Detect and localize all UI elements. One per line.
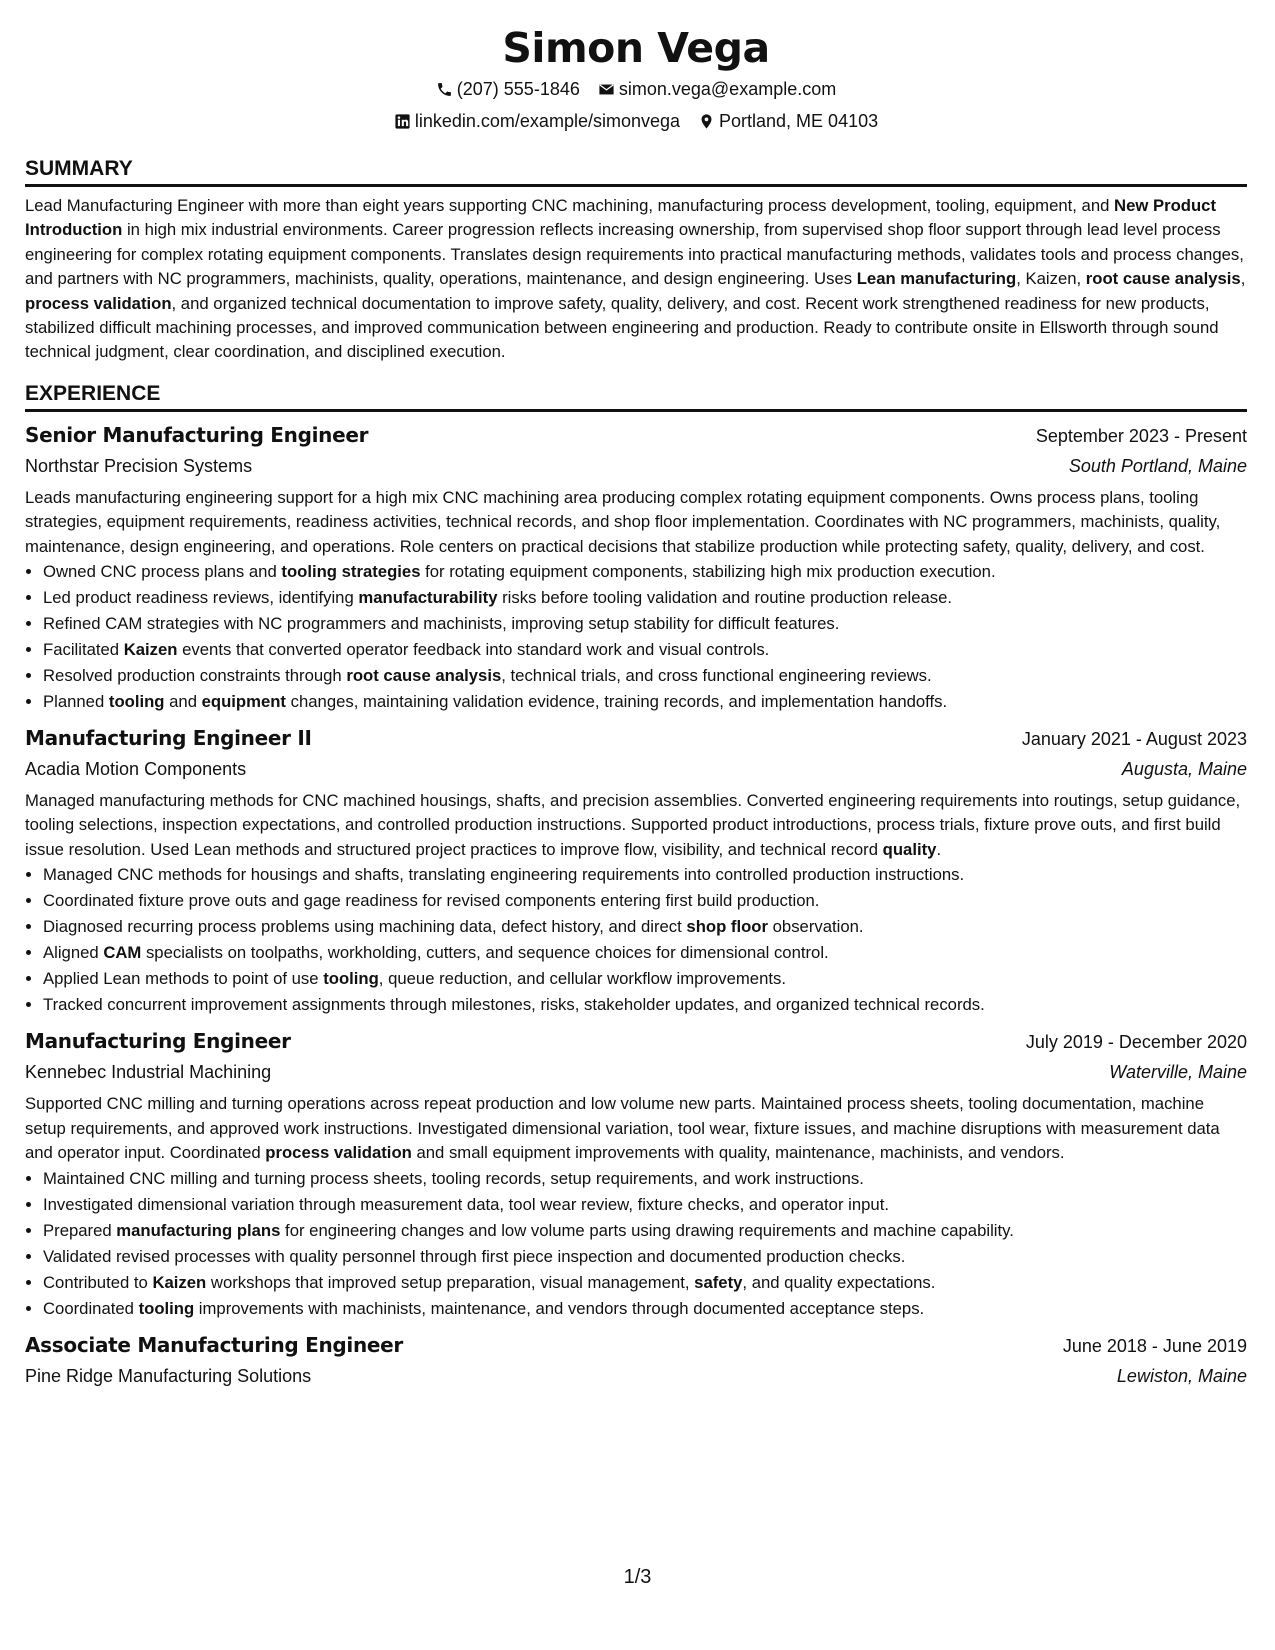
summary-heading: SUMMARY [25, 156, 1247, 187]
text-run: workshops that improved setup preparation, visual management, [206, 1272, 695, 1292]
resume-page [25, 22, 1247, 1391]
list-item [43, 966, 1247, 992]
bold-keyword: process validation [265, 1143, 412, 1163]
envelope-icon [598, 81, 615, 98]
text-run: , Kaizen, [1016, 269, 1086, 289]
bold-keyword: safety [694, 1272, 743, 1292]
job-entry [25, 420, 1247, 715]
company-name: Northstar Precision Systems [25, 455, 253, 476]
list-item [43, 1244, 1247, 1270]
list-item [43, 1270, 1247, 1296]
job-location: South Portland, Maine [1068, 455, 1247, 476]
list-item [43, 1192, 1247, 1218]
phone-contact [436, 76, 580, 102]
job-subheader [25, 451, 1247, 481]
job-dates: January 2021 - August 2023 [1021, 729, 1247, 750]
bold-keyword: root cause analysis [346, 666, 502, 686]
job-entry [25, 723, 1247, 1018]
job-header [25, 723, 1247, 754]
list-item [43, 914, 1247, 940]
text-run: Managed manufacturing methods for CNC machined housings, shafts, and precision assemblies. Converted engineering requirements into routings, setup guidance, tooling selections, inspection expectations, and controlled production instructions. Supported product introductions, process trials, fixture prove outs, and first build issue resolution. Used Lean methods and structured project practices to improve flow, visibility, and technical record [25, 791, 1241, 859]
bold-keyword: tooling strategies [281, 562, 421, 582]
text-run: Validated revised processes with quality personnel through first piece inspection and documented production checks. [43, 1246, 906, 1266]
text-run: changes, maintaining validation evidence, training records, and implementation handoffs. [286, 692, 948, 712]
job-bullets [25, 559, 1247, 715]
linkedin-text[interactable]: linkedin.com/example/simonvega [414, 111, 681, 131]
company-name: Acadia Motion Components [25, 759, 247, 780]
text-run: Managed CNC methods for housings and shafts, translating engineering requirements into controlled production instructions. [43, 865, 965, 885]
text-run: observation. [768, 917, 864, 937]
text-run: Tracked concurrent improvement assignments through milestones, risks, stakeholder updates, and organized technical records. [43, 995, 985, 1015]
experience-section [25, 381, 1247, 1391]
bold-keyword: equipment [201, 692, 286, 712]
company-name: Kennebec Industrial Machining [25, 1062, 272, 1083]
list-item [43, 611, 1247, 637]
list-item [43, 585, 1247, 611]
text-run: specialists on toolpaths, workholding, cutters, and sequence choices for dimensional control. [141, 943, 829, 963]
text-run: Resolved production constraints through [43, 666, 347, 686]
job-location: Augusta, Maine [1121, 759, 1247, 780]
text-run: Coordinated [43, 1298, 139, 1318]
jobs-list [25, 420, 1247, 1391]
text-run: Led product readiness reviews, identifying [43, 588, 359, 608]
list-item [43, 689, 1247, 715]
bold-keyword: Kaizen [123, 640, 178, 660]
text-run: Diagnosed recurring process problems using machining data, defect history, and direct [43, 917, 687, 937]
bold-keyword: root cause analysis [1085, 269, 1241, 289]
page-number: 1/3 [623, 1566, 652, 1588]
text-run: in high mix industrial environments. Career progression reflects increasing ownership, from supervised shop floor support through lead level process engineering for complex rotating equipment components. Translates design requirements into practical manufacturing methods, validates tools and process changes, and partners with NC programmers, machinists, quality, operations, maintenance, and design engineering. Uses [25, 220, 1244, 289]
bold-keyword: manufacturability [358, 588, 498, 608]
text-run: , technical trials, and cross functional engineering reviews. [501, 666, 932, 686]
text-run: , queue reduction, and cellular workflow improvements. [378, 969, 786, 989]
bold-keyword: process validation [25, 293, 172, 313]
job-title: Manufacturing Engineer [25, 1029, 291, 1054]
text-run: , [1240, 269, 1246, 289]
job-location: Waterville, Maine [1109, 1062, 1247, 1083]
job-bullets [25, 1166, 1247, 1322]
text-run: , and organized technical documentation to improve safety, quality, delivery, and cost. Recent work strengthened readiness for new products, stabilized difficult machining processes, and improved communication between engineering and production. Ready to contribute onsite in Ellsworth through sound technical judgment, clear coordination, and disciplined execution. [25, 293, 1219, 362]
job-dates: July 2019 - December 2020 [1025, 1032, 1247, 1053]
text-run: Refined CAM strategies with NC programmers and machinists, improving setup stability for difficult features. [43, 614, 840, 634]
text-run: Applied Lean methods to point of use [43, 969, 324, 989]
bold-keyword: Lean manufacturing [856, 269, 1017, 289]
text-run: . [936, 839, 942, 859]
summary-section [25, 156, 1247, 365]
list-item [43, 940, 1247, 966]
job-location: Lewiston, Maine [1116, 1365, 1247, 1386]
job-subheader [25, 754, 1247, 784]
list-item [43, 1296, 1247, 1322]
candidate-name: Simon Vega [502, 24, 770, 72]
text-run: Supported CNC milling and turning operations across repeat production and low volume new parts. Maintained process sheets, tooling documentation, machine setup requirements, and approved work instructions. Investigated dimensional variation, tool wear, fixture issues, and machine disruptions with measurement data and operator input. Coordinated [25, 1094, 1220, 1163]
phone-text: (207) 555-1846 [456, 79, 580, 99]
text-run: Prepared [43, 1220, 117, 1240]
list-item [43, 663, 1247, 689]
list-item [43, 862, 1247, 888]
text-run: Owned CNC process plans and [43, 562, 282, 582]
job-title: Associate Manufacturing Engineer [25, 1332, 403, 1357]
text-run: Investigated dimensional variation through measurement data, tool wear review, fixture checks, and operator input. [43, 1194, 889, 1214]
email-contact[interactable] [598, 76, 836, 102]
text-run: Facilitated [43, 640, 124, 660]
bold-keyword: CAM [103, 943, 142, 963]
bold-keyword: tooling [108, 692, 165, 712]
job-title: Manufacturing Engineer II [25, 726, 312, 751]
job-description [25, 486, 1247, 559]
linkedin-icon [394, 113, 411, 130]
text-run: Maintained CNC milling and turning process sheets, tooling records, setup requirements, and work instructions. [43, 1168, 864, 1188]
location-text: Portland, ME 04103 [719, 111, 879, 131]
experience-heading: EXPERIENCE [25, 381, 1247, 412]
job-description [25, 1092, 1247, 1165]
job-title: Senior Manufacturing Engineer [25, 422, 369, 447]
text-run: Contributed to [43, 1272, 153, 1292]
text-run: Aligned [43, 943, 104, 963]
bold-keyword: Kaizen [152, 1272, 207, 1292]
bold-keyword: shop floor [686, 917, 768, 937]
text-run: and [164, 692, 202, 712]
text-run: events that converted operator feedback into standard work and visual controls. [177, 640, 770, 660]
bold-keyword: tooling [323, 969, 379, 989]
job-description [25, 789, 1247, 862]
text-run: Lead Manufacturing Engineer with more than eight years supporting CNC machining, manufacturing process development, tooling, equipment, and [25, 196, 1115, 215]
text-run: Leads manufacturing engineering support for a high mix CNC machining area producing complex rotating equipment components. Owns process plans, tooling strategies, equipment requirements, readiness activities, technical records, and shop floor implementation. Coordinates with NC programmers, machinists, quality, maintenance, design engineering, and operations. Role centers on practical decisions that stabilize production while protecting safety, quality, delivery, and cost. [25, 487, 1221, 556]
contact-row-1 [25, 76, 1247, 102]
text-run: and small equipment improvements with quality, maintenance, machinists, and vendors. [411, 1143, 1065, 1163]
contact-row-2 [25, 108, 1247, 134]
phone-icon [436, 81, 453, 98]
list-item [43, 992, 1247, 1018]
email-text[interactable]: simon.vega@example.com [618, 79, 837, 99]
job-subheader [25, 1057, 1247, 1087]
job-dates: June 2018 - June 2019 [1062, 1335, 1247, 1356]
list-item [43, 1218, 1247, 1244]
bold-keyword: New Product Introduction [25, 196, 1217, 240]
job-entry [25, 1330, 1247, 1391]
job-header [25, 1330, 1247, 1361]
list-item [43, 637, 1247, 663]
list-item [43, 1166, 1247, 1192]
job-entry [25, 1026, 1247, 1321]
company-name: Pine Ridge Manufacturing Solutions [25, 1365, 312, 1386]
text-run: improvements with machinists, maintenance, and vendors through documented acceptance steps. [194, 1298, 925, 1318]
text-run: , and quality expectations. [742, 1272, 936, 1292]
text-run: for rotating equipment components, stabilizing high mix production execution. [420, 562, 996, 582]
bold-keyword: quality [882, 839, 937, 859]
bold-keyword: tooling [138, 1298, 195, 1318]
text-run: risks before tooling validation and routine production release. [497, 588, 953, 608]
list-item [43, 888, 1247, 914]
map-pin-icon [698, 113, 715, 130]
location-contact [698, 108, 878, 134]
text-run: Coordinated fixture prove outs and gage readiness for revised components entering first build production. [43, 891, 820, 911]
list-item [43, 559, 1247, 585]
job-header [25, 1026, 1247, 1057]
job-header [25, 420, 1247, 451]
bold-keyword: manufacturing plans [116, 1220, 281, 1240]
text-run: for engineering changes and low volume parts using drawing requirements and machine capability. [280, 1220, 1014, 1240]
linkedin-contact[interactable] [394, 108, 680, 134]
summary-text [25, 194, 1247, 365]
job-dates: September 2023 - Present [1035, 425, 1247, 446]
job-bullets [25, 862, 1247, 1018]
job-subheader [25, 1361, 1247, 1391]
text-run: Planned [43, 692, 109, 712]
